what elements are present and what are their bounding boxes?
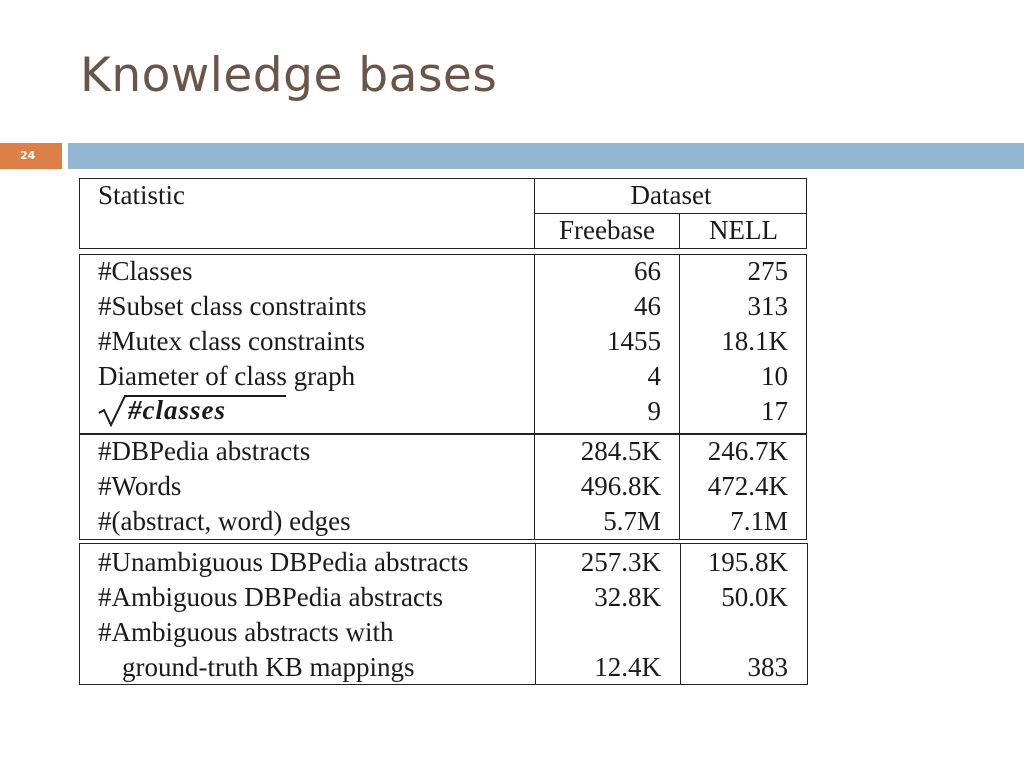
header-nell: NELL [709,215,778,245]
row-nell: 18.1K [721,326,788,356]
row-label-continuation: ground-truth KB mappings [122,652,415,682]
group3-divider-b [680,543,681,685]
row-nell: 246.7K [707,436,788,466]
row-label: #Ambiguous DBPedia abstracts [98,582,443,612]
row-freebase: 496.8K [580,471,661,501]
row-nell: 383 [747,652,788,682]
row-freebase: 4 [647,361,661,391]
row-nell: 313 [747,291,788,321]
row-nell: 7.1M [730,506,788,536]
header-statistic: Statistic [98,180,185,210]
group2-divider-a [534,434,535,540]
sqrt-classes-formula [98,393,288,429]
row-freebase: 257.3K [580,547,661,577]
row-freebase: 46 [634,291,661,321]
row-label: #Subset class constraints [98,291,367,321]
row-freebase: 12.4K [594,652,661,682]
row-label: #classes [128,395,226,425]
row-freebase: 1455 [607,326,661,356]
row-label: #DBPedia abstracts [98,436,311,466]
group1-divider-b [679,254,680,434]
row-nell: 50.0K [721,582,788,612]
row-label: #Unambiguous DBPedia abstracts [98,547,469,577]
header-subline [534,213,807,214]
row-freebase: 9 [647,396,661,426]
slide-title: Knowledge bases [80,48,498,103]
row-nell: 10 [761,361,788,391]
row-label: Diameter of class graph [98,361,356,391]
header-freebase: Freebase [559,215,655,245]
row-freebase: 5.7M [603,506,661,536]
row-label: #(abstract, word) edges [98,506,351,536]
group2-divider-b [679,434,680,540]
page-number: 24 [0,143,62,169]
row-nell: 195.8K [707,547,788,577]
row-freebase: 284.5K [580,436,661,466]
row-label: #Mutex class constraints [98,326,365,356]
group3-divider-a [535,543,536,685]
header-dataset: Dataset [630,180,712,210]
row-nell: 472.4K [707,471,788,501]
group1-divider-a [534,254,535,434]
row-freebase: 66 [634,256,661,286]
row-label: #Words [98,471,182,501]
row-freebase: 32.8K [594,582,661,612]
row-nell: 17 [761,396,788,426]
row-nell: 275 [747,256,788,286]
row-label: #Classes [98,256,193,286]
row-label: #Ambiguous abstracts with [98,617,394,647]
